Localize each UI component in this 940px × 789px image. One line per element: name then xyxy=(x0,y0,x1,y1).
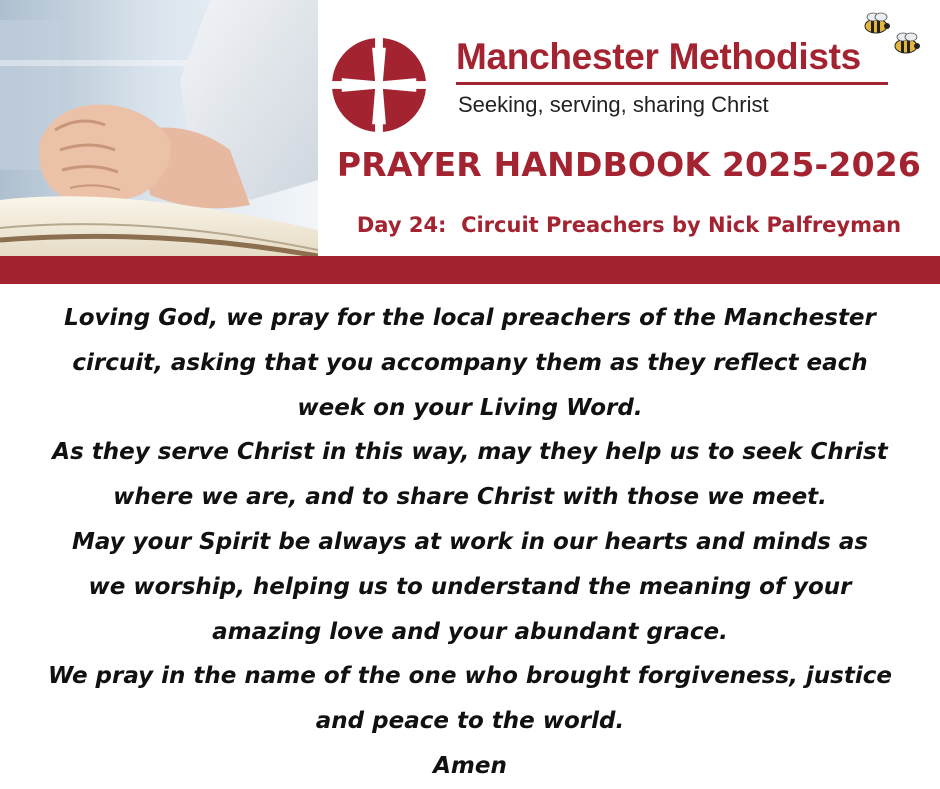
prayer-text xyxy=(20,296,920,789)
divider-band xyxy=(0,256,940,284)
prayer-line: Loving God, we pray for the local preachers of the Manchester xyxy=(64,305,876,331)
prayer-line: week on your Living Word. xyxy=(297,394,643,421)
prayer-line: We pray in the name of the one who brought forgiveness, justice xyxy=(48,663,892,690)
prayer-line: As they serve Christ in this way, may they help us to seek Christ xyxy=(52,439,888,466)
prayer-line: where we are, and to share Christ with those we meet. xyxy=(113,484,827,511)
prayer-line: amazing love and your abundant grace. xyxy=(212,618,728,645)
methodist-cross-globe-icon xyxy=(330,36,428,134)
org-name-underline xyxy=(456,82,888,85)
prayer-line: and peace to the world. xyxy=(315,708,625,735)
day-line: Day 24: Circuit Preachers by Nick Palfreyman xyxy=(356,213,902,237)
prayer-line: May your Spirit be always at work in our hearts and minds as xyxy=(71,528,869,555)
prayer-line: we worship, helping us to understand the meaning of your xyxy=(88,573,852,600)
handbook-title: PRAYER HANDBOOK 2025-2026 xyxy=(336,145,922,184)
worker-bees-icon xyxy=(858,10,928,64)
praying-hands-bible-photo xyxy=(0,0,318,256)
tagline: Seeking, serving, sharing Christ xyxy=(458,92,769,117)
prayer-line: circuit, asking that you accompany them as they reflect each xyxy=(72,349,868,376)
org-name: Manchester Methodists xyxy=(456,36,861,77)
prayer-amen: Amen xyxy=(433,752,507,779)
